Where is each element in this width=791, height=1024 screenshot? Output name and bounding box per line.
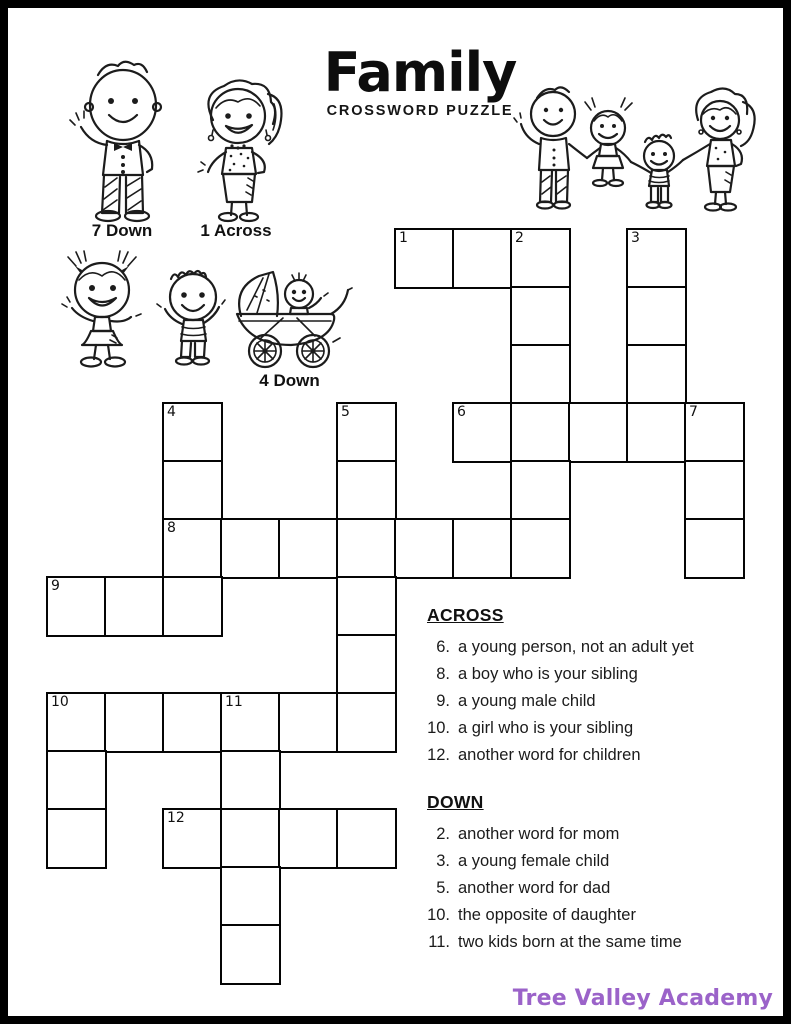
- grid-cell[interactable]: [162, 576, 223, 637]
- clue-text: a young male child: [458, 692, 596, 710]
- grid-cell[interactable]: [336, 576, 397, 637]
- across-clue: [420, 742, 765, 769]
- across-clue: [420, 688, 765, 715]
- down-clue: [420, 848, 765, 875]
- grid-cell[interactable]: [220, 924, 281, 985]
- grid-cell[interactable]: [220, 808, 281, 869]
- grid-cell[interactable]: [336, 692, 397, 753]
- down-clues-section: [420, 792, 765, 956]
- clue-number: 2.: [436, 825, 450, 843]
- clue-number: 9.: [436, 692, 450, 710]
- down-clue: [420, 902, 765, 929]
- grid-cell[interactable]: [336, 518, 397, 579]
- down-clue: [420, 875, 765, 902]
- grid-cell[interactable]: [510, 286, 571, 347]
- grid-cell[interactable]: [104, 692, 165, 753]
- across-heading: ACROSS: [427, 605, 504, 625]
- down-clue: [420, 821, 765, 848]
- grid-cell[interactable]: [162, 808, 223, 869]
- down-clue-list: [420, 821, 765, 956]
- cell-number: 9: [51, 578, 60, 594]
- cell-number: 7: [689, 404, 698, 420]
- grid-cell[interactable]: [336, 634, 397, 695]
- cell-number: 6: [457, 404, 466, 420]
- grid-cell[interactable]: [510, 518, 571, 579]
- mom-cartoon-icon: [186, 74, 286, 222]
- grid-cell[interactable]: [220, 518, 281, 579]
- across-clues-section: [420, 605, 765, 769]
- dad-illustration-label: 7 Down: [91, 221, 153, 240]
- grid-cell[interactable]: [394, 518, 455, 579]
- cell-number: 12: [167, 810, 185, 826]
- grid-cell[interactable]: [220, 750, 281, 811]
- grid-cell[interactable]: [162, 460, 223, 521]
- across-clue: [420, 661, 765, 688]
- grid-cell[interactable]: [336, 460, 397, 521]
- grid-cell[interactable]: [394, 228, 455, 289]
- clue-text: a boy who is your sibling: [458, 665, 638, 683]
- grid-cell[interactable]: [452, 228, 513, 289]
- cell-number: 1: [399, 230, 408, 246]
- clue-text: the opposite of daughter: [458, 906, 636, 924]
- clue-number: 3.: [436, 852, 450, 870]
- grid-cell[interactable]: [626, 402, 687, 463]
- grid-cell[interactable]: [278, 518, 339, 579]
- page-title: Family: [323, 41, 517, 104]
- grid-cell[interactable]: [162, 692, 223, 753]
- clue-number: 8.: [436, 665, 450, 683]
- across-clue-list: [420, 634, 765, 769]
- clue-number: 6.: [436, 638, 450, 656]
- clue-number: 10.: [427, 906, 450, 924]
- grid-cell[interactable]: [336, 808, 397, 869]
- clue-number: 12.: [427, 746, 450, 764]
- clue-number: 11.: [428, 933, 450, 951]
- cell-number: 11: [225, 694, 243, 710]
- grid-cell[interactable]: [684, 518, 745, 579]
- grid-cell[interactable]: [684, 460, 745, 521]
- grid-cell[interactable]: [510, 344, 571, 405]
- grid-cell[interactable]: [336, 402, 397, 463]
- cell-number: 8: [167, 520, 176, 536]
- across-clue: [420, 634, 765, 661]
- clue-number: 5.: [436, 879, 450, 897]
- grid-cell[interactable]: [452, 402, 513, 463]
- grid-cell[interactable]: [452, 518, 513, 579]
- down-heading: DOWN: [427, 792, 484, 812]
- cell-number: 2: [515, 230, 524, 246]
- grid-cell[interactable]: [46, 692, 107, 753]
- grid-cell[interactable]: [684, 402, 745, 463]
- cell-number: 5: [341, 404, 350, 420]
- clue-text: two kids born at the same time: [458, 933, 682, 951]
- grid-cell[interactable]: [510, 460, 571, 521]
- cell-number: 10: [51, 694, 69, 710]
- grid-cell[interactable]: [626, 344, 687, 405]
- grid-cell[interactable]: [510, 228, 571, 289]
- cell-number: 3: [631, 230, 640, 246]
- clue-number: 10.: [427, 719, 450, 737]
- grid-cell[interactable]: [510, 402, 571, 463]
- clue-text: a young female child: [458, 852, 610, 870]
- down-clue: [420, 929, 765, 956]
- grid-cell[interactable]: [220, 866, 281, 927]
- clue-text: another word for children: [458, 746, 641, 764]
- grid-cell[interactable]: [278, 808, 339, 869]
- clue-text: another word for dad: [458, 879, 611, 897]
- grid-cell[interactable]: [220, 692, 281, 753]
- grid-cell[interactable]: [46, 808, 107, 869]
- page-subtitle: CROSSWORD PUZZLE: [326, 103, 514, 119]
- clue-text: a girl who is your sibling: [458, 719, 634, 737]
- grid-cell[interactable]: [162, 402, 223, 463]
- grid-cell[interactable]: [278, 692, 339, 753]
- across-clue: [420, 715, 765, 742]
- grid-cell[interactable]: [626, 228, 687, 289]
- baby-carriage-illustration-label: 4 Down: [259, 371, 320, 390]
- grid-cell[interactable]: [104, 576, 165, 637]
- grid-cell[interactable]: [568, 402, 629, 463]
- clue-text: a young person, not an adult yet: [458, 638, 694, 656]
- grid-cell[interactable]: [162, 518, 223, 579]
- cell-number: 4: [167, 404, 176, 420]
- dad-cartoon-icon: [62, 55, 182, 223]
- grid-cell[interactable]: [46, 576, 107, 637]
- grid-cell[interactable]: [626, 286, 687, 347]
- family-holding-hands-cartoon-icon: [513, 80, 770, 228]
- mom-illustration-label: 1 Across: [200, 221, 272, 240]
- grid-cell[interactable]: [46, 750, 107, 811]
- site-credit: Tree Valley Academy: [512, 986, 773, 1011]
- clue-text: another word for mom: [458, 825, 620, 843]
